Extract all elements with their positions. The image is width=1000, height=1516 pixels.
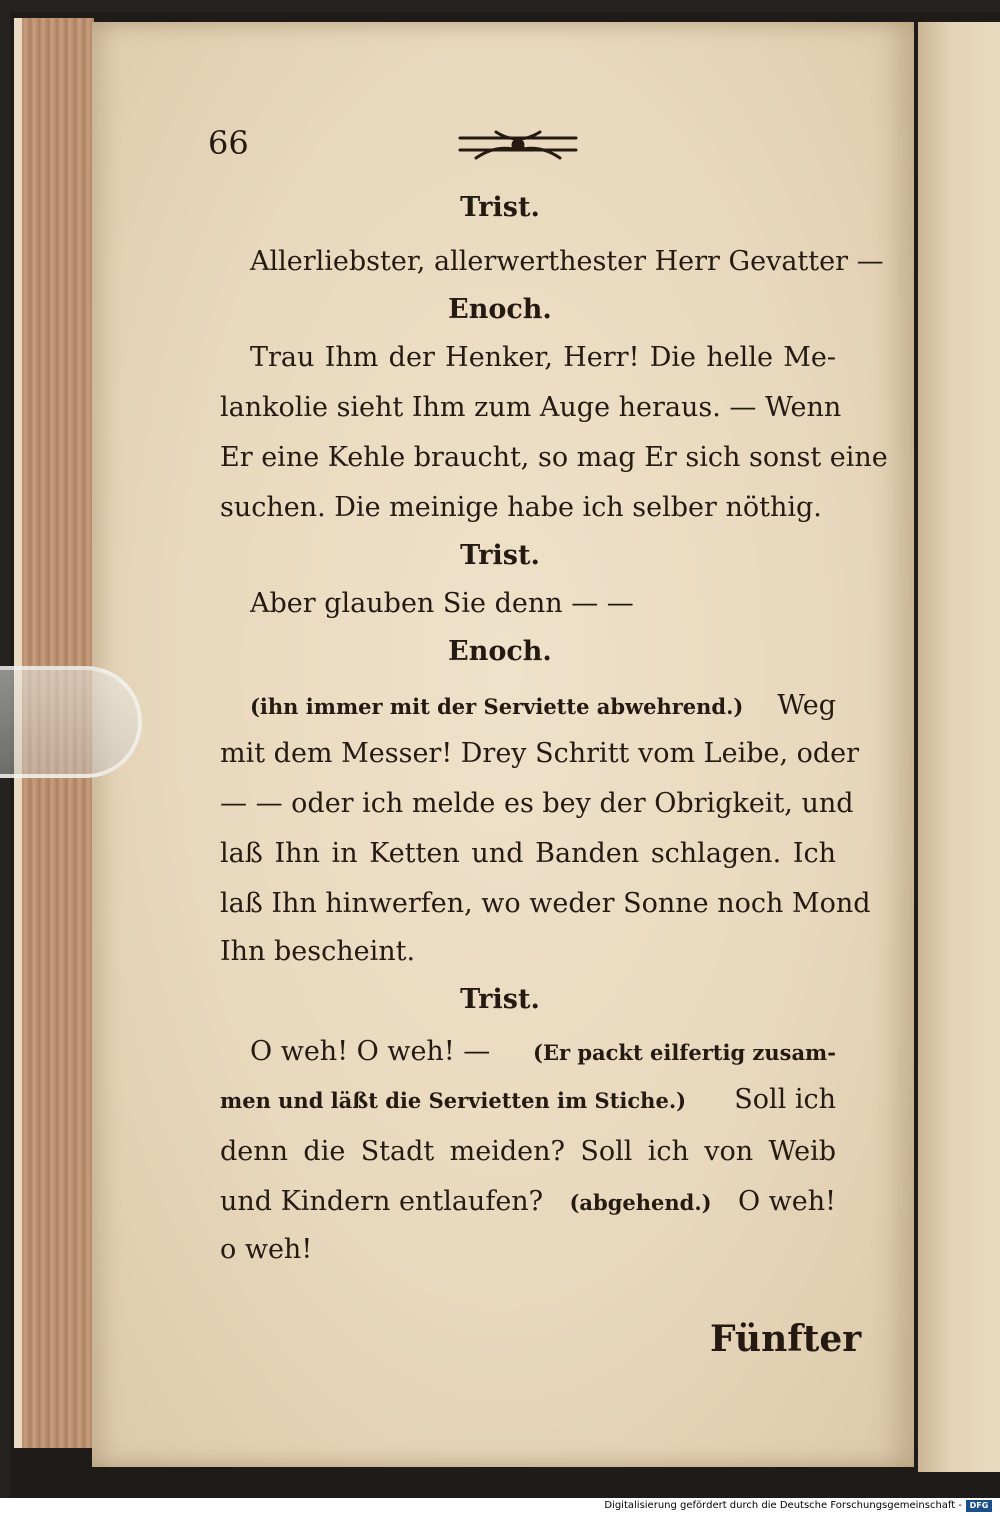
- speaker-name: Trist.: [460, 192, 540, 223]
- stage-direction: men und läßt die Servietten im Stiche.): [220, 1088, 687, 1113]
- page-clip: [0, 666, 142, 778]
- speech-line: [220, 1186, 836, 1217]
- speech-line: [250, 690, 836, 721]
- speech-line: laß Ihn in Ketten und Banden schlagen. Ich: [220, 838, 836, 869]
- speech-text: O weh!: [737, 1186, 836, 1217]
- speech-line: Aber glauben Sie denn — —: [250, 588, 634, 619]
- speech-line: Trau Ihm der Henker, Herr! Die helle Me-: [250, 342, 836, 373]
- speaker-label: [0, 984, 1000, 1015]
- stage-direction: (abgehend.): [569, 1190, 712, 1215]
- speaker-name: Enoch.: [448, 294, 552, 325]
- speech-text: O weh! O weh! —: [250, 1036, 491, 1067]
- speech-line: Er eine Kehle braucht, so mag Er sich sonst eine: [220, 442, 888, 473]
- speech-line: — — oder ich melde es bey der Obrigkeit, und: [220, 788, 854, 819]
- speech-line: [220, 1084, 836, 1115]
- speaker-label: [0, 192, 1000, 223]
- stage-direction: (Er packt eilfertig zusam-: [533, 1040, 836, 1065]
- speaker-label: [0, 294, 1000, 325]
- speech-line: lankolie sieht Ihm zum Auge heraus. — Wenn: [220, 392, 842, 423]
- speech-line: Ihn bescheint.: [220, 936, 416, 967]
- speaker-name: Enoch.: [448, 636, 552, 667]
- page-number: 66: [208, 124, 249, 162]
- ribbon-ornament-icon: [456, 128, 580, 166]
- speaker-label: [0, 636, 1000, 667]
- stage-direction: (ihn immer mit der Serviette abwehrend.): [250, 694, 744, 719]
- dfg-logo: DFG: [966, 1500, 992, 1512]
- speaker-name: Trist.: [460, 984, 540, 1015]
- speech-line: mit dem Messer! Drey Schritt vom Leibe, oder: [220, 738, 860, 769]
- speech-text: und Kindern entlaufen?: [220, 1186, 544, 1217]
- speaker-name: Trist.: [460, 540, 540, 571]
- speech-line: Allerliebster, allerwerthester Herr Gevatter —: [250, 246, 884, 277]
- speech-text: Weg: [777, 690, 836, 721]
- speech-text: Soll ich: [734, 1084, 836, 1115]
- facing-page-edge: [918, 22, 1000, 1472]
- catchword: Fünfter: [710, 1318, 862, 1360]
- footer-credit: Digitalisierung gefördert durch die Deutsche Forschungsgemeinschaft -: [604, 1500, 962, 1511]
- speech-line: suchen. Die meinige habe ich selber nöthig.: [220, 492, 822, 523]
- speech-line: o weh!: [220, 1234, 313, 1265]
- speech-line: laß Ihn hinwerfen, wo weder Sonne noch Mond: [220, 888, 871, 919]
- speech-line: [250, 1036, 836, 1067]
- speech-line: denn die Stadt meiden? Soll ich von Weib: [220, 1136, 836, 1167]
- speaker-label: [0, 540, 1000, 571]
